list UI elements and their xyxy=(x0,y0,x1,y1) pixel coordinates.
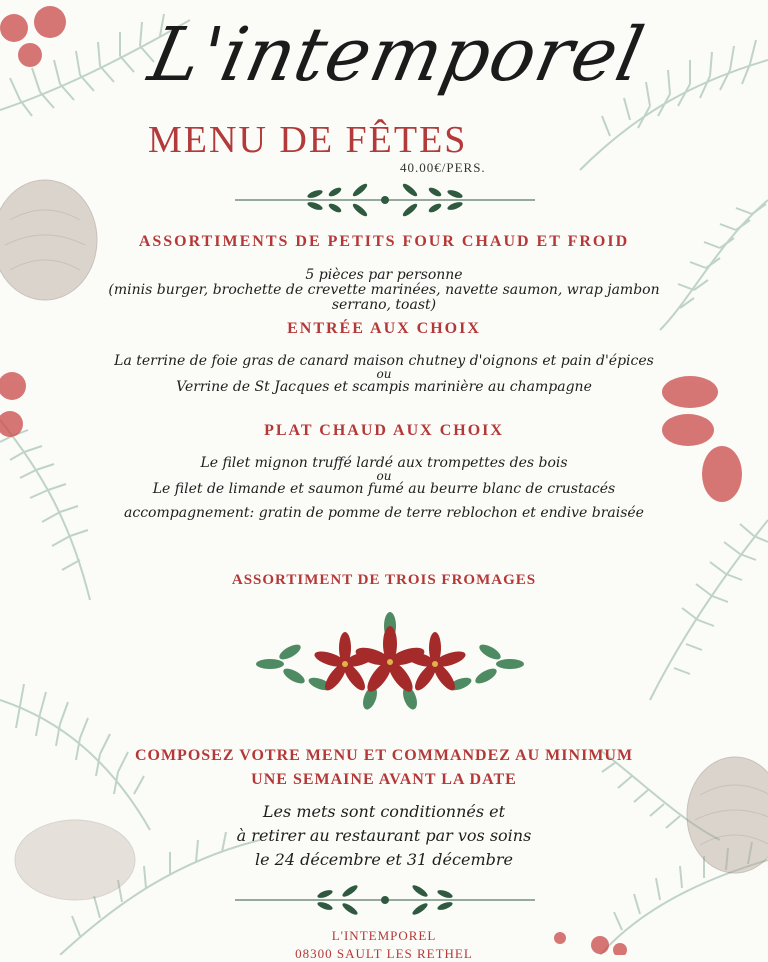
section-petits-fours-details xyxy=(0,268,768,313)
order-line-1: COMPOSEZ VOTRE MENU ET COMMANDEZ AU MINIMUM xyxy=(134,747,634,764)
plat-option-2: Le filet de limande et saumon fumé au beurre blanc de crustacés xyxy=(152,481,616,497)
plat-option-1: Le filet mignon truffé lardé aux trompettes des bois xyxy=(200,455,568,471)
ornament-divider-top xyxy=(235,180,535,220)
section-fromages-title: ASSORTIMENT DE TROIS FROMAGES xyxy=(231,572,537,588)
pickup-note xyxy=(0,800,768,872)
section-entree-title: ENTRÉE AUX CHOIX xyxy=(287,320,481,337)
entree-option-2: Verrine de St Jacques et scampis marinière au champagne xyxy=(176,379,592,395)
petits-fours-list: (minis burger, brochette de crevette marinées, navette saumon, wrap jambon xyxy=(108,282,660,298)
petits-fours-list-end: serrano, toast) xyxy=(331,297,437,313)
entree-option-1: La terrine de foie gras de canard maison chutney d'oignons et pain d'épices xyxy=(114,353,654,369)
order-instructions xyxy=(0,744,768,792)
pickup-note-line-1: Les mets sont conditionnés et xyxy=(262,802,506,821)
menu-price: 40.00€/PERS. xyxy=(400,160,486,175)
section-plat-title: PLAT CHAUD AUX CHOIX xyxy=(264,422,504,439)
menu-title: MENU DE FÊTES xyxy=(148,119,468,161)
pickup-note-line-3: le 24 décembre et 31 décembre xyxy=(255,850,513,869)
entree-or: ou xyxy=(376,367,392,381)
section-entree-details xyxy=(0,354,768,395)
petits-fours-count: 5 pièces par personne xyxy=(305,267,463,283)
order-line-2: UNE SEMAINE AVANT LA DATE xyxy=(251,771,517,788)
restaurant-logo: L'intemporel xyxy=(141,12,652,98)
footer-restaurant-name: L'INTEMPOREL xyxy=(331,928,437,943)
plat-side: accompagnement: gratin de pomme de terre reblochon et endive braisée xyxy=(124,505,644,521)
pickup-note-line-2: à retirer au restaurant par vos soins xyxy=(236,826,532,845)
plat-or: ou xyxy=(376,469,392,483)
footer-address: 08300 SAULT LES RETHEL xyxy=(295,946,473,961)
poinsettia-ornament xyxy=(250,612,530,712)
ornament-divider-bottom xyxy=(235,880,535,920)
section-plat-details xyxy=(0,456,768,521)
section-petits-fours-title: ASSORTIMENTS DE PETITS FOUR CHAUD ET FROID xyxy=(138,233,630,250)
